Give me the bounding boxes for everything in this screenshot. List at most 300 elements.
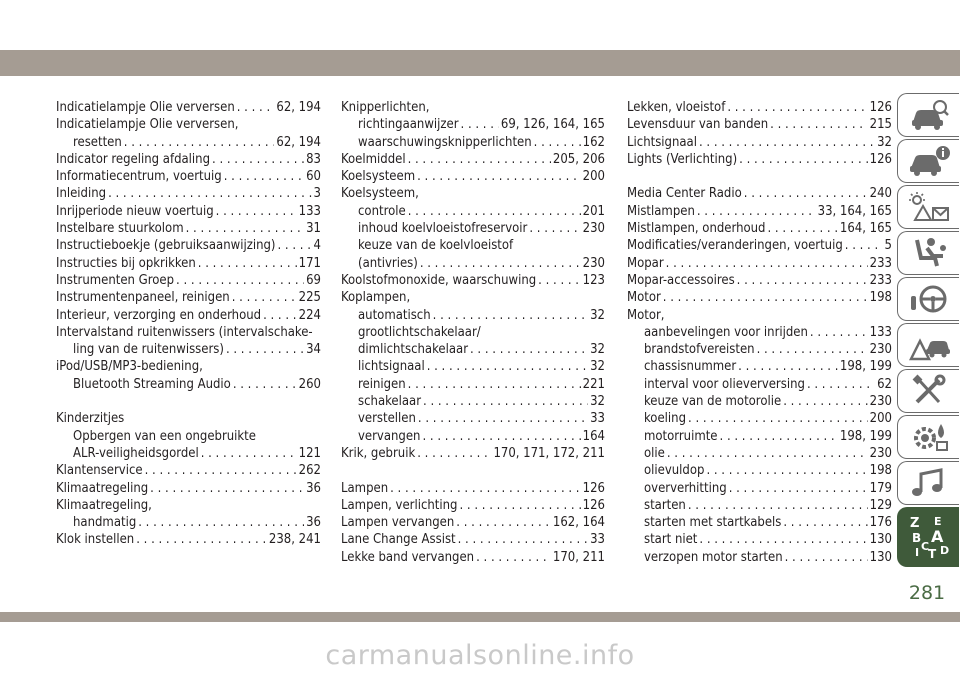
entry-term: Motor, [627,307,665,323]
entry-page-ref[interactable]: 36 [306,515,321,531]
dot-leader [138,514,304,531]
index-subentry [627,497,892,514]
entry-term: Mistlampen [627,203,695,219]
entry-page-ref[interactable]: 198, 199 [839,359,892,375]
entry-term: Intervalstand ruitenwissers (intervalschake- [56,324,313,340]
index-entry [341,272,605,289]
dot-leader [186,220,305,237]
entry-term: interval voor olieverversing [644,376,805,392]
entry-page-ref[interactable]: 171 [298,255,321,271]
entry-term: oververhitting [644,480,727,496]
entry-term: Koplampen, [341,290,411,306]
dot-leader [534,134,581,151]
index-subentry [341,376,605,393]
index-subentry [341,410,605,427]
index-letter: I [914,546,919,559]
dot-leader [529,220,580,237]
index-subentry [341,428,605,445]
index-entry [341,168,605,185]
index-letter: D [939,544,949,557]
dot-leader [783,514,867,531]
dot-leader [237,99,275,116]
entry-term: olie [644,445,665,461]
entry-page-ref[interactable]: 69 [306,272,321,288]
entry-page-ref[interactable]: 32 [590,359,605,375]
dot-leader [136,531,267,548]
entry-page-ref[interactable]: 123 [582,272,605,288]
dot-leader [459,497,580,514]
entry-term: Inrijperiode nieuw voertuig [56,203,214,219]
entry-page-ref[interactable]: 230 [582,221,605,237]
index-entry [341,151,605,168]
index-entry [627,99,892,116]
entry-page-ref[interactable]: 62, 194 [276,100,321,115]
dot-leader [770,116,868,133]
entry-term: reinigen [358,376,406,392]
index-entry [627,289,892,306]
dot-leader [688,410,868,427]
dot-leader [729,480,868,497]
entry-page-ref[interactable]: 262 [298,463,321,479]
chapter-tab-safety[interactable] [897,231,959,275]
chapter-tab-index[interactable] [897,507,959,567]
index-entry [56,358,321,375]
dot-leader [667,445,868,462]
entry-term: Modificaties/veranderingen, voertuig [627,238,843,254]
dot-leader [108,185,311,202]
entry-term: keuze van de koelvloeistof [358,238,514,254]
entry-term: aanbevelingen voor inrijden [644,324,808,340]
index-subentry [56,445,321,462]
entry-term: Opbergen van een ongebruikte [73,428,256,444]
entry-term: Lichtsignaal [627,134,697,150]
entry-page-ref[interactable]: 205, 206 [552,151,605,167]
dot-leader [201,445,297,462]
index-entry [341,480,605,497]
index-entry [627,220,892,237]
entry-page-ref[interactable]: 260 [298,376,321,392]
entry-page-ref[interactable]: 34 [306,342,321,358]
index-entry [341,185,605,202]
dot-leader [263,307,297,324]
entry-page-ref[interactable]: 126 [869,100,892,115]
entry-term: Media Center Radio [627,186,742,202]
chapter-tab-multimedia[interactable] [897,461,959,505]
dot-leader [785,549,868,566]
entry-term: olievuldop [644,463,705,479]
entry-term: starten [644,497,686,513]
entry-page-ref[interactable]: 230 [869,394,892,410]
entry-page-ref[interactable]: 200 [869,411,892,427]
index-entry [341,289,605,306]
entry-term: automatisch [358,307,431,323]
entry-term: Lampen vervangen [341,515,455,531]
index-letter: A [930,527,943,546]
hazard-car-icon [907,328,951,362]
entry-term: Lekke band vervangen [341,549,475,565]
entry-page-ref[interactable]: 33, 164, 165 [817,203,892,219]
entry-term: (antivries) [358,255,418,271]
entry-page-ref[interactable]: 221 [582,376,605,392]
dot-leader [744,185,868,202]
index-entry [627,203,892,220]
dot-leader [212,151,304,168]
entry-page-ref[interactable]: 233 [869,272,892,288]
entry-spacer [341,462,605,479]
entry-term: verstellen [358,411,416,427]
index-entry [627,151,892,168]
entry-term: Indicatielampje Olie verversen, [56,117,239,133]
dot-leader [216,203,297,220]
dot-leader [461,116,499,133]
chapter-tab-starting[interactable] [897,277,959,321]
entry-page-ref[interactable]: 170, 171, 172, 211 [493,445,605,461]
index-entry [56,220,321,237]
dot-leader [422,428,580,445]
dot-leader [124,134,275,151]
entry-page-ref[interactable]: 240 [869,186,892,202]
dot-leader [458,531,588,548]
index-subentry [56,428,321,445]
entry-page-ref[interactable]: 162 [582,134,605,150]
entry-page-ref[interactable]: 162, 164 [552,515,605,531]
index-subentry [627,428,892,445]
entry-term: verzopen motor starten [644,549,783,565]
entry-page-ref[interactable]: 33 [590,411,605,427]
entry-term: richtingaanwijzer [358,117,459,133]
entry-page-ref[interactable]: 69, 126, 164, 165 [500,117,605,133]
index-subentry [341,324,605,341]
entry-page-ref[interactable]: 224 [298,307,321,323]
entry-page-ref[interactable]: 225 [298,290,321,306]
entry-page-ref[interactable]: 170, 211 [552,549,605,565]
index-entry [56,99,321,116]
index-subentry [627,445,892,462]
dot-leader [198,255,297,272]
index-subentry [627,341,892,358]
entry-term: Koolstofmonoxide, waarschuwing [341,272,537,288]
entry-term: motorruimte [644,428,718,444]
entry-term: Klantenservice [56,463,143,479]
dot-leader [176,272,304,289]
dot-leader [476,549,551,566]
entry-page-ref[interactable]: 164, 165 [839,221,892,237]
entry-page-ref[interactable]: 230 [869,445,892,461]
entry-term: Klimaatregeling [56,480,149,496]
chapter-tab-specifications[interactable] [897,415,959,459]
entry-page-ref[interactable]: 130 [869,532,892,548]
dot-leader [408,376,581,393]
entry-page-ref[interactable]: 5 [884,238,892,254]
index-subentry [341,220,605,237]
index-letter: T [927,547,936,561]
index-subentry [341,358,605,375]
entry-term: Lane Change Assist [341,532,456,548]
index-entry [627,134,892,151]
index-subentry [341,393,605,410]
dot-leader [738,358,838,375]
entry-term: Koelsysteem [341,169,416,185]
entry-term: Koelsysteem, [341,186,419,202]
index-entry [56,185,321,202]
index-letter: B [911,531,921,545]
dot-leader [706,462,867,479]
index-entry [56,462,321,479]
index-entry [56,203,321,220]
index-entry [341,531,605,548]
entry-page-ref[interactable]: 36 [306,480,321,496]
entry-term: Instructieboekje (gebruiksaanwijzing) [56,238,276,254]
dot-leader [737,272,868,289]
dot-leader [757,341,868,358]
chapter-tab-warning-lights[interactable] [897,185,959,229]
entry-page-ref[interactable]: 215 [869,117,892,133]
entry-page-ref[interactable]: 3 [313,186,321,202]
entry-term: Instrumentenpaneel, reinigen [56,290,230,306]
index-column-3 [627,99,892,566]
chapter-tab-vehicle-check[interactable] [897,93,959,137]
index-entry [627,116,892,133]
entry-term: ling van de ruitenwissers) [73,342,224,358]
entry-term: Lampen, verlichting [341,497,458,513]
entry-page-ref[interactable]: 133 [298,203,321,219]
index-entry [627,237,892,254]
entry-term: keuze van de motorolie [644,394,782,410]
entry-term: start niet [644,532,698,548]
entry-term: Instrumenten Groep [56,272,175,288]
entry-term: iPod/USB/MP3-bediening, [56,359,203,375]
index-subentry [627,358,892,375]
dot-leader [697,203,816,220]
index-subentry [627,410,892,427]
dot-leader [278,237,312,254]
warning-lights-icon [907,190,951,224]
index-column-2 [341,99,605,566]
dot-leader [807,376,875,393]
entry-page-ref[interactable]: 198, 199 [839,428,892,444]
entry-page-ref[interactable]: 33 [590,532,605,548]
entry-page-ref[interactable]: 200 [582,169,605,185]
dot-leader [145,462,297,479]
entry-term: chassisnummer [644,359,737,375]
entry-page-ref[interactable]: 238, 241 [268,532,321,548]
gear-drop-icon [907,420,951,454]
dot-leader [845,237,883,254]
entry-page-ref[interactable]: 201 [582,203,605,219]
index-entry [56,237,321,254]
index-column-1 [56,99,321,549]
footer-stripe [0,612,960,622]
entry-page-ref[interactable]: 198 [869,463,892,479]
entry-page-ref[interactable]: 230 [869,342,892,358]
index-entry [341,514,605,531]
entry-term: Instelbare stuurkolom [56,221,184,237]
entry-spacer [627,168,892,185]
entry-page-ref[interactable]: 62, 194 [276,134,321,150]
dot-leader [408,151,551,168]
dot-leader [699,531,867,548]
entry-term: resetten [73,134,122,150]
index-subentry [341,341,605,358]
entry-term: Interieur, verzorging en onderhoud [56,307,262,323]
dot-leader [688,497,868,514]
index-subentry [627,531,892,548]
entry-term: Lights (Verlichting) [627,151,738,167]
entry-term: Instructies bij opkrikken [56,255,196,271]
entry-page-ref[interactable]: 83 [306,151,321,167]
entry-page-ref[interactable]: 179 [869,480,892,496]
dot-leader [433,307,588,324]
watermark-text: carmanualsonline.info [325,640,635,671]
entry-term: Lampen [341,480,389,496]
entry-page-ref[interactable]: 164 [582,428,605,444]
entry-term: Informatiecentrum, voertuig [56,169,222,185]
index-subentry [627,462,892,479]
chapter-tab-dashboard[interactable] [897,139,959,183]
index-entry [56,497,321,514]
index-letter: E [933,515,942,528]
entry-term: controle [358,203,406,219]
chapter-tab-emergency[interactable] [897,323,959,367]
index-subentry [627,393,892,410]
index-entry [56,410,321,427]
entry-term: lichtsignaal [358,359,425,375]
dot-leader [810,324,868,341]
index-entry [56,116,321,133]
entry-page-ref[interactable]: 32 [590,342,605,358]
entry-term: Knipperlichten, [341,100,430,115]
index-subentry [341,307,605,324]
dot-leader [727,99,867,116]
index-entry [341,549,605,566]
header-stripe [0,50,960,76]
entry-page-ref[interactable]: 126 [582,480,605,496]
index-subentry [341,255,605,272]
entry-page-ref[interactable]: 32 [590,394,605,410]
entry-term: brandstofvereisten [644,342,755,358]
dot-leader [456,514,551,531]
entry-term: Klimaatregeling, [56,497,152,513]
dot-leader [232,289,297,306]
index-subentry [627,480,892,497]
entry-page-ref[interactable]: 62 [877,376,892,392]
index-entry [341,497,605,514]
index-subentry [341,203,605,220]
dot-leader [783,393,867,410]
dot-leader [150,480,304,497]
dot-leader [470,341,588,358]
dot-leader [390,480,581,497]
entry-page-ref[interactable]: 32 [590,307,605,323]
index-entry [341,445,605,462]
entry-term: grootlichtschakelaar/ [358,324,481,340]
entry-page-ref[interactable]: 60 [306,169,321,185]
entry-spacer [56,393,321,410]
dot-leader [767,220,837,237]
entry-term: Indicatielampje Olie verversen [56,100,235,115]
entry-term: Mopar [627,255,664,271]
entry-page-ref[interactable]: 32 [877,134,892,150]
index-subentry [56,376,321,393]
index-entry [341,99,605,116]
index-entry [627,185,892,202]
dot-leader [663,289,868,306]
entry-page-ref[interactable]: 126 [869,151,892,167]
dot-leader [739,151,868,168]
wrench-screwdriver-icon [907,374,951,408]
entry-term: ALR-veiligheidsgordel [73,445,199,461]
index-entry [56,289,321,306]
index-subentry [627,549,892,566]
steering-wheel-icon [907,282,951,316]
entry-page-ref[interactable]: 121 [298,445,321,461]
index-entry [627,255,892,272]
entry-term: Kinderzitjes [56,411,125,427]
entry-term: waarschuwingsknipperlichten [358,134,532,150]
index-subentry [341,116,605,133]
index-entry [627,272,892,289]
music-note-icon [907,466,951,500]
index-letter: C [920,540,929,553]
index-subentry [341,237,605,254]
index-subentry [627,324,892,341]
entry-page-ref[interactable]: 130 [869,549,892,565]
entry-term: dimlichtschakelaar [358,342,468,358]
index-letters-icon [907,511,951,563]
index-subentry [627,514,892,531]
entry-term: Indicator regeling afdaling [56,151,211,167]
car-info-icon [907,144,951,178]
index-entry [56,272,321,289]
dot-leader [427,358,588,375]
entry-page-ref[interactable]: 129 [869,497,892,513]
entry-term: Koelmiddel [341,151,406,167]
chapter-tab-service[interactable] [897,369,959,413]
dot-leader [666,255,868,272]
entry-term: Mistlampen, onderhoud [627,221,766,237]
entry-term: vervangen [358,428,421,444]
entry-term: Lekken, vloeistof [627,100,726,115]
page-top-margin [0,0,960,50]
entry-term: koeling [644,411,687,427]
seat-person-icon [907,236,951,270]
index-entry [627,307,892,324]
entry-term: Krik, gebruik [341,445,416,461]
entry-page-ref[interactable]: 4 [313,238,321,254]
dot-leader [417,168,581,185]
index-entry [56,307,321,324]
entry-page-ref[interactable]: 126 [582,497,605,513]
index-entry [56,168,321,185]
entry-term: Klok instellen [56,532,135,548]
dot-leader [538,272,581,289]
entry-page-ref[interactable]: 233 [869,255,892,271]
index-entry [56,480,321,497]
entry-page-ref[interactable]: 230 [582,255,605,271]
entry-page-ref[interactable]: 133 [869,324,892,340]
entry-term: Bluetooth Streaming Audio [73,376,231,392]
entry-page-ref[interactable]: 31 [306,221,321,237]
entry-page-ref[interactable]: 198 [869,290,892,306]
entry-page-ref[interactable]: 176 [869,515,892,531]
index-letter: Z [909,516,919,531]
dot-leader [417,445,491,462]
page-number: 281 [908,582,946,604]
entry-term: Levensduur van banden [627,117,769,133]
index-subentry [56,341,321,358]
dot-leader [420,255,581,272]
index-subentry [341,134,605,151]
